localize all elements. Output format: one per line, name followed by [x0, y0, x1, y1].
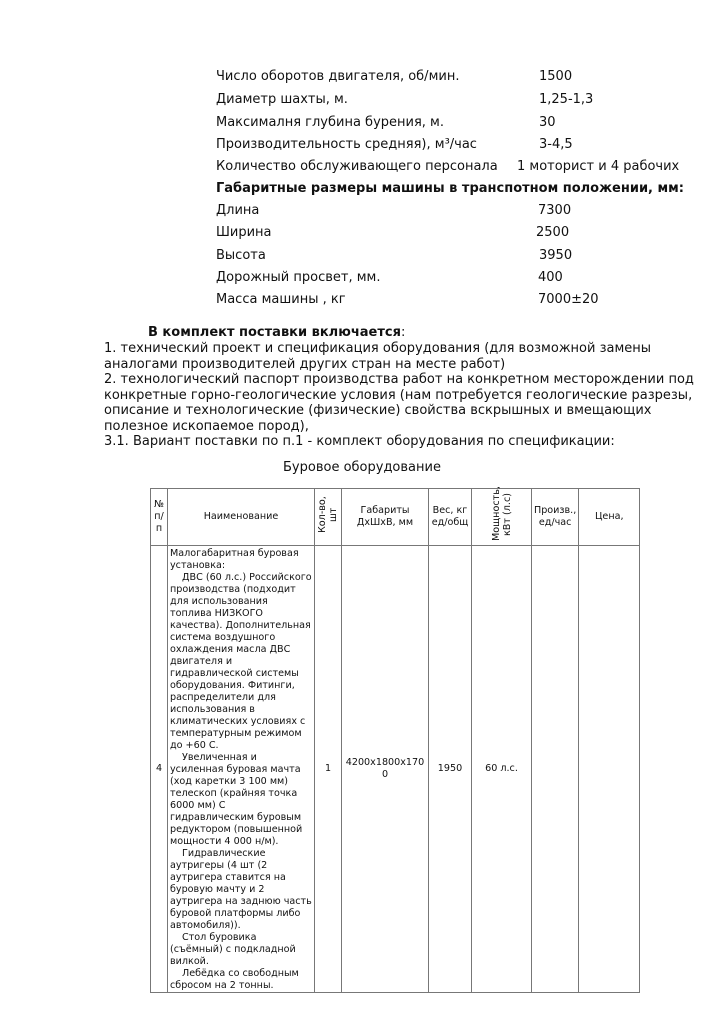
spec-value: 30 — [539, 115, 556, 130]
delivery-title — [148, 325, 405, 340]
spec-label: Максималня глубина бурения, м. — [216, 115, 444, 130]
cell-num: 4 — [151, 546, 168, 993]
dimension-label: Дорожный просвет, мм. — [216, 270, 381, 285]
cell-weight: 1950 — [429, 546, 472, 993]
cell-power: 60 л.с. — [472, 546, 532, 993]
dimension-value: 7000±20 — [538, 292, 599, 307]
cell-qty: 1 — [315, 546, 342, 993]
dimension-label: Ширина — [216, 225, 272, 240]
cell-name — [168, 546, 315, 993]
delivery-item: 3.1. Вариант поставки по п.1 - комплект оборудования по спецификации: — [104, 434, 615, 449]
spec-label: Производительность средняя), м³/час — [216, 137, 477, 152]
delivery-item: 1. технический проект и спецификация оборудования (для возможной замены аналогами производителей других стран на месте работ) — [104, 341, 652, 372]
header-weight: Вес, кг ед/общ — [429, 489, 472, 546]
name-paragraph: Увеличенная и усиленная буровая мачта (ход каретки 3 100 мм) телескоп (крайняя точка 6000 мм) С гидравлическим буровым редуктором (повышенной мощности 4 000 н/м). — [170, 752, 303, 847]
cell-price — [579, 546, 640, 993]
header-prod: Произв., ед/час — [532, 489, 579, 546]
spec-value: 3-4,5 — [539, 137, 573, 152]
delivery-title-suffix: : — [400, 325, 406, 340]
dimension-label: Масса машины , кг — [216, 292, 346, 307]
name-paragraph: Малогабаритная буровая установка: — [170, 548, 299, 571]
dimension-value: 7300 — [538, 203, 572, 218]
spec-value: 1 моторист и 4 рабочих — [517, 159, 680, 174]
delivery-item: 2. технологический паспорт производства работ на конкретном месторождении под конкретные горно-геологические условия (нам потребуется геологические разрезы, описание и технологические (физические) свойства вскрышных и вмещающих полезное ископаемое пород), — [104, 372, 694, 434]
header-price: Цена, — [579, 489, 640, 546]
table-title: Буровое оборудование — [283, 460, 441, 475]
spec-label: Диаметр шахты, м. — [216, 92, 348, 107]
delivery-title-text: В комплект поставки включается — [148, 325, 401, 340]
table-header-row — [151, 489, 640, 546]
dimension-value: 2500 — [536, 225, 570, 240]
dimension-value: 400 — [538, 270, 563, 285]
header-power — [472, 486, 532, 546]
dimension-label: Высота — [216, 248, 266, 263]
spec-value: 1500 — [539, 69, 573, 84]
spec-label: Количество обслуживающего персонала — [216, 159, 498, 174]
cell-dims: 4200x1800x1700 — [342, 546, 429, 993]
header-qty — [315, 489, 342, 546]
name-paragraph: Гидравлические аутригеры (4 шт (2 аутригера ставится на буровую мачту и 2 аутригера на заднюю часть буровой платформы либо автомобиля)). — [170, 848, 312, 931]
dimensions-heading: Габаритные размеры машины в транспотном положении, мм: — [216, 181, 684, 196]
cell-prod — [532, 546, 579, 993]
dimension-value: 3950 — [539, 248, 573, 263]
spec-label: Число оборотов двигателя, об/мин. — [216, 69, 460, 84]
name-paragraph: ДВС (60 л.с.) Российского производства (подходит для использования топлива НИЗКОГО качества). Дополнительная система воздушного охлаждения масла ДВС двигателя и гидравлической системы оборудования. Фитинги, распределители для использования в климатических условиях с температурным режимом до +60 С. — [170, 572, 312, 751]
name-paragraph: Стол буровика (съёмный) с подкладной вилкой. — [170, 932, 296, 967]
name-paragraph: Лебёдка со свободным сбросом на 2 тонны. — [170, 968, 299, 991]
header-power-text: Мощность, кВт (л.с) — [490, 486, 513, 541]
table-row — [151, 546, 640, 993]
dimension-label: Длина — [216, 203, 260, 218]
header-qty-text: Кол-во, шт — [317, 496, 339, 534]
equipment-table — [150, 488, 640, 993]
header-num: № п/ п — [151, 489, 168, 546]
spec-value: 1,25-1,3 — [539, 92, 594, 107]
header-name: Наименование — [168, 489, 315, 546]
header-dims: Габариты ДхШхВ, мм — [342, 489, 429, 546]
